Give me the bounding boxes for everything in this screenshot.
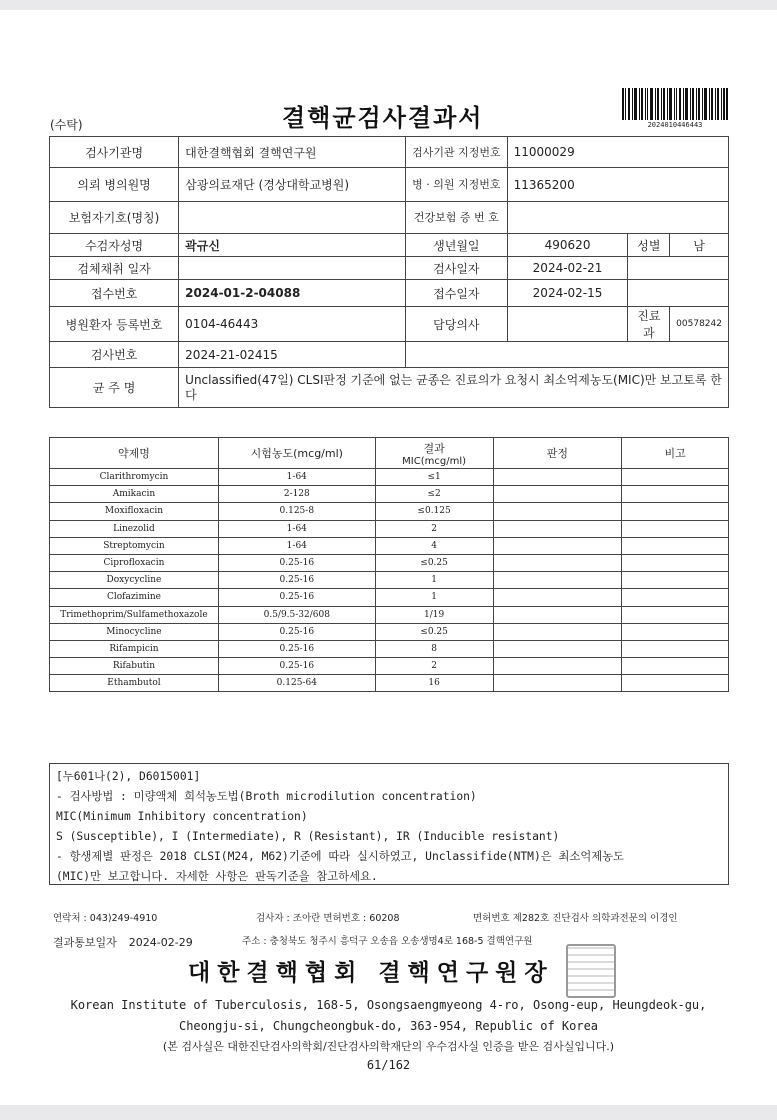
col-result bbox=[375, 438, 493, 469]
drug-interp bbox=[493, 589, 622, 606]
col-result-label: 결과 bbox=[423, 441, 445, 455]
drug-range: 0.25-16 bbox=[218, 640, 375, 657]
drug-name: Minocycline bbox=[50, 623, 219, 640]
drug-interp bbox=[493, 469, 622, 486]
drug-interp bbox=[493, 486, 622, 503]
lab-code-label: 검사기관 지정번호 bbox=[406, 137, 508, 168]
table-row bbox=[50, 554, 729, 571]
drug-range: 0.125-64 bbox=[218, 675, 375, 692]
table-row bbox=[50, 572, 729, 589]
receipt-no-value: 2024-01-2-04088 bbox=[179, 280, 406, 307]
report-date-label: 결과통보일자 bbox=[53, 936, 117, 949]
table-row bbox=[50, 520, 729, 537]
drug-range: 0.25-16 bbox=[218, 658, 375, 675]
drug-note bbox=[622, 658, 729, 675]
patient-info-table bbox=[49, 136, 729, 408]
drug-mic: 1 bbox=[375, 572, 493, 589]
organism-label: 균 주 명 bbox=[50, 368, 179, 408]
drug-interp bbox=[493, 520, 622, 537]
document-title: 결핵균검사결과서 bbox=[282, 104, 484, 132]
collect-label: 검체채취 일자 bbox=[50, 257, 179, 280]
lab-value: 대한결핵협회 결핵연구원 bbox=[179, 137, 406, 168]
insurance-card-label: 건강보험 증 번 호 bbox=[406, 202, 508, 234]
collect-value bbox=[179, 257, 406, 280]
drug-range: 0.25-16 bbox=[218, 623, 375, 640]
table-row bbox=[50, 640, 729, 657]
drug-range: 2-128 bbox=[218, 486, 375, 503]
drug-interp bbox=[493, 623, 622, 640]
test-no-label: 검사번호 bbox=[50, 342, 179, 368]
drug-range: 1-64 bbox=[218, 537, 375, 554]
drug-range: 0.25-16 bbox=[218, 572, 375, 589]
drug-range: 1-64 bbox=[218, 469, 375, 486]
table-row bbox=[50, 486, 729, 503]
drug-interp bbox=[493, 537, 622, 554]
drug-name: Doxycycline bbox=[50, 572, 219, 589]
lab-label: 검사기관명 bbox=[50, 137, 179, 168]
drug-range: 1-64 bbox=[218, 520, 375, 537]
insured-label: 보험자기호(명칭) bbox=[50, 202, 179, 234]
col-range: 시험농도(mcg/ml) bbox=[218, 438, 375, 469]
table-row bbox=[50, 658, 729, 675]
certification-note: (본 검사실은 대한진단검사의학회/진단검사의학재단의 우수검사실 인증을 받은 검사실입니다.) bbox=[162, 1040, 615, 1053]
test-no-value: 2024-21-02415 bbox=[179, 342, 406, 368]
test-date-label: 검사일자 bbox=[406, 257, 508, 280]
name-value: 곽규신 bbox=[179, 234, 406, 257]
drug-mic: ≤1 bbox=[375, 469, 493, 486]
barcode-icon bbox=[622, 88, 728, 120]
barcode-number: 2024010446443 bbox=[647, 121, 703, 129]
drug-name: Ciprofloxacin bbox=[50, 554, 219, 571]
table-row bbox=[50, 675, 729, 692]
drug-mic: 2 bbox=[375, 658, 493, 675]
institute-name-ko: 대한결핵협회 결핵연구원장 bbox=[188, 960, 554, 986]
report-date-line bbox=[53, 934, 193, 950]
drug-note bbox=[622, 537, 729, 554]
drug-note bbox=[622, 675, 729, 692]
drug-name: Clarithromycin bbox=[50, 469, 219, 486]
col-drug: 약제명 bbox=[50, 438, 219, 469]
test-date-value: 2024-02-21 bbox=[507, 257, 628, 280]
drug-susceptibility-table bbox=[49, 437, 729, 692]
drug-name: Rifabutin bbox=[50, 658, 219, 675]
note-line: - 검사방법 : 미량액체 희석농도법(Broth microdilution concentration) bbox=[56, 790, 477, 803]
contact: 연락처 : 043)249-4910 bbox=[53, 913, 158, 924]
drug-mic: ≤2 bbox=[375, 486, 493, 503]
drug-name: Moxifloxacin bbox=[50, 503, 219, 520]
drug-range: 0.25-16 bbox=[218, 554, 375, 571]
drug-note bbox=[622, 623, 729, 640]
sex-value: 남 bbox=[670, 234, 729, 257]
receipt-no-label: 접수번호 bbox=[50, 280, 179, 307]
col-note: 비고 bbox=[622, 438, 729, 469]
drug-name: Streptomycin bbox=[50, 537, 219, 554]
address: 주소 : 충청북도 청주시 흥덕구 오송읍 오송생명4로 168-5 결핵연구원 bbox=[242, 936, 533, 947]
drug-note bbox=[622, 589, 729, 606]
official-seal-icon bbox=[566, 944, 616, 998]
drug-mic: 4 bbox=[375, 537, 493, 554]
inspector: 검사자 : 조아란 면허번호 : 60208 bbox=[256, 913, 400, 924]
scan-edge-bottom bbox=[0, 1105, 777, 1120]
drug-range: 0.5/9.5-32/608 bbox=[218, 606, 375, 623]
drug-mic: 16 bbox=[375, 675, 493, 692]
drug-mic: ≤0.125 bbox=[375, 503, 493, 520]
hospital-code-value: 11365200 bbox=[507, 168, 728, 202]
patient-no-label: 병원환자 등록번호 bbox=[50, 307, 179, 342]
drug-name: Amikacin bbox=[50, 486, 219, 503]
birth-label: 생년월일 bbox=[406, 234, 508, 257]
receipt-date-value: 2024-02-15 bbox=[507, 280, 628, 307]
report-date-value: 2024-02-29 bbox=[128, 936, 193, 949]
note-line: - 항생제별 판정은 2018 CLSI(M24, M62)기준에 따라 실시하였고, Unclassifide(NTM)은 최소억제농도 bbox=[56, 850, 624, 863]
drug-mic: 1/19 bbox=[375, 606, 493, 623]
drug-interp bbox=[493, 658, 622, 675]
hospital-code-label: 병 · 의원 지정번호 bbox=[406, 168, 508, 202]
drug-note bbox=[622, 486, 729, 503]
drug-name: Rifampicin bbox=[50, 640, 219, 657]
hospital-label: 의뢰 병의원명 bbox=[50, 168, 179, 202]
drug-note bbox=[622, 572, 729, 589]
note-line: (MIC)만 보고합니다. 자세한 사항은 판독기준을 참고하세요. bbox=[56, 870, 378, 883]
drug-note bbox=[622, 520, 729, 537]
receipt-date-blank bbox=[628, 280, 729, 307]
table-row bbox=[50, 606, 729, 623]
test-no-blank bbox=[406, 342, 729, 368]
institute-address-en-2: Cheongju-si, Chungcheongbuk-do, 363-954, Republic of Korea bbox=[178, 1019, 599, 1033]
test-date-blank bbox=[628, 257, 729, 280]
drug-mic: 8 bbox=[375, 640, 493, 657]
patient-no-value: 0104-46443 bbox=[179, 307, 406, 342]
drug-interp bbox=[493, 503, 622, 520]
drug-name: Clofazimine bbox=[50, 589, 219, 606]
drug-interp bbox=[493, 606, 622, 623]
note-line: [누601나(2), D6015001] bbox=[56, 770, 201, 783]
scan-edge-top bbox=[0, 0, 777, 10]
drug-range: 0.125-8 bbox=[218, 503, 375, 520]
license: 면허번호 제282호 진단검사 의학과전문의 이경인 bbox=[473, 913, 678, 924]
table-row bbox=[50, 537, 729, 554]
drug-note bbox=[622, 469, 729, 486]
drug-interp bbox=[493, 640, 622, 657]
drug-note bbox=[622, 640, 729, 657]
hospital-value: 삼광의료재단 (경상대학교병원) bbox=[179, 168, 406, 202]
institute-address-en-1: Korean Institute of Tuberculosis, 168-5, Osongsaengmyeong 4-ro, Osong-eup, Heungdeok-gu, bbox=[70, 998, 707, 1012]
birth-value: 490620 bbox=[507, 234, 628, 257]
insured-value bbox=[179, 202, 406, 234]
drug-name: Ethambutol bbox=[50, 675, 219, 692]
dept-label: 진료과 bbox=[628, 307, 670, 342]
doctor-label: 담당의사 bbox=[406, 307, 508, 342]
drug-range: 0.25-16 bbox=[218, 589, 375, 606]
lab-code-value: 11000029 bbox=[507, 137, 728, 168]
drug-note bbox=[622, 606, 729, 623]
name-label: 수검자성명 bbox=[50, 234, 179, 257]
doctor-value bbox=[507, 307, 628, 342]
sex-label: 성별 bbox=[628, 234, 670, 257]
drug-interp bbox=[493, 572, 622, 589]
drug-name: Trimethoprim/Sulfamethoxazole bbox=[50, 606, 219, 623]
table-row bbox=[50, 503, 729, 520]
table-row bbox=[50, 623, 729, 640]
receipt-date-label: 접수일자 bbox=[406, 280, 508, 307]
drug-mic: ≤0.25 bbox=[375, 623, 493, 640]
page-number: 61/162 bbox=[366, 1058, 411, 1072]
col-interp: 판정 bbox=[493, 438, 622, 469]
drug-interp bbox=[493, 675, 622, 692]
organism-value: Unclassified(47일) CLSI판정 기준에 없는 균종은 진료의가 요청시 최소억제농도(MIC)만 보고토록 한다 bbox=[179, 368, 729, 408]
col-result-unit: MIC(mcg/ml) bbox=[402, 455, 466, 467]
drug-interp bbox=[493, 554, 622, 571]
note-line: MIC(Minimum Inhibitory concentration) bbox=[56, 810, 308, 823]
drug-note bbox=[622, 554, 729, 571]
table-row bbox=[50, 589, 729, 606]
notes-box bbox=[49, 763, 729, 885]
drug-note bbox=[622, 503, 729, 520]
drug-mic: ≤0.25 bbox=[375, 554, 493, 571]
table-row bbox=[50, 469, 729, 486]
note-line: S (Susceptible), I (Intermediate), R (Resistant), IR (Inducible resistant) bbox=[56, 830, 560, 843]
copy-type: (수탁) bbox=[50, 118, 83, 132]
insurance-card-value bbox=[507, 202, 728, 234]
drug-name: Linezolid bbox=[50, 520, 219, 537]
drug-mic: 1 bbox=[375, 589, 493, 606]
dept-value: 00578242 bbox=[670, 307, 729, 342]
drug-mic: 2 bbox=[375, 520, 493, 537]
